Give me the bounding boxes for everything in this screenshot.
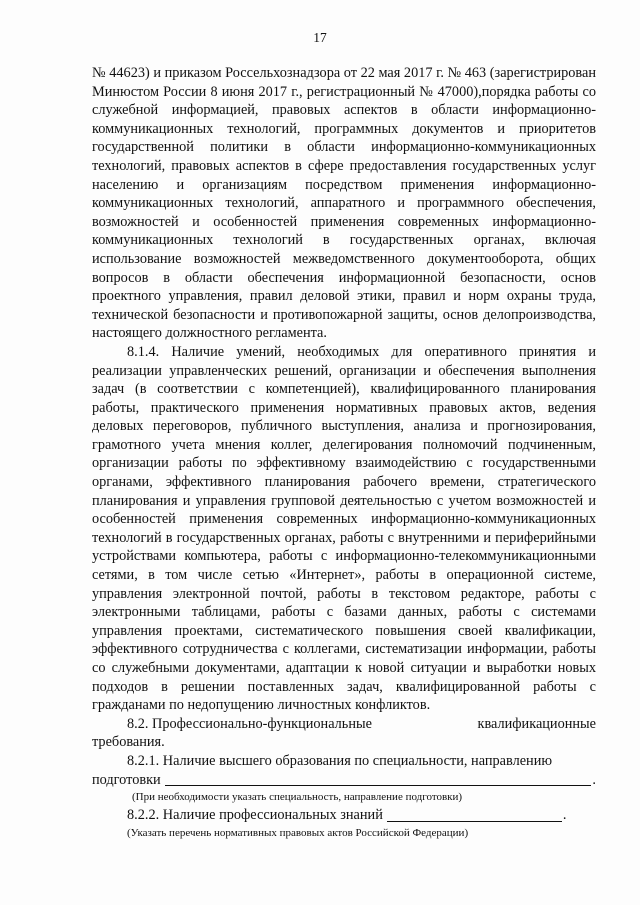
document-body: [92, 64, 596, 842]
knowledge-caption: (Указать перечень нормативных правовых актов Российской Федерации): [127, 826, 469, 839]
education-caption: (При необходимости указать специальность, направление подготовки): [132, 791, 463, 804]
item-8-2-2-line: [92, 806, 596, 825]
knowledge-blank-line: [387, 807, 562, 822]
item-8-2-1-line2: [92, 771, 596, 790]
item-8-2-1-line1: 8.2.1. Наличие высшего образования по специальности, направлению: [127, 752, 553, 769]
item-8-2-2-label: 8.2.2. Наличие профессиональных знаний: [127, 807, 383, 824]
section-8-2-heading-cont: требования.: [92, 734, 165, 751]
education-blank-line: [165, 771, 592, 786]
section-8-2-heading: [92, 715, 596, 734]
paragraph-8-1-4-skills: 8.1.4. Наличие умений, необходимых для оперативного принятия и реализации управленческих решений, организации и обеспечения выполнения задач (в соответствии с компетенцией), квалифицированного планирования работы, практического применения нормативных правовых актов, ведения деловых переговоров, публичного выступления, анализа и прогнозирования, грамотного учета мнения коллег, делегирования полномочий подчиненным, организации работы по эффективному взаимодействию с государственными органами, эффективного планирования рабочего времени, стратегического планирования и управления групповой деятельностью с учетом возможностей и особенностей применения современных информационно-коммуникационных технологий в государственных органах, работы с внутренними и периферийными устройствами компьютера, работы с информационно-телекоммуникационными сетями, в том числе сетью «Интернет», работы в операционной системе, управления электронной почтой, работы в текстовом редакторе, работы с электронными таблицами, работы с базами данных, работы с системами управления проектами, систематического повышения своей квалификации, эффективного сотрудничества с коллегами, систематизации информации, работы со служебными документами, адаптации к новой ситуации и выработки новых подходов в решении поставленных задач, квалифицированной работы с гражданами по недопущению личностных конфликтов.: [92, 343, 596, 714]
section-8-2-heading-left: 8.2. Профессионально-функциональные: [127, 715, 372, 732]
item-8-2-1-period: .: [592, 771, 596, 788]
item-8-2-2-period: .: [562, 807, 567, 824]
item-8-2-1-label: подготовки: [92, 771, 161, 788]
paragraph-knowledge-list: № 44623) и приказом Россельхознадзора от 22 мая 2017 г. № 463 (зарегистрирован Минюстом России 8 июня 2017 г., регистрационный № 47000),порядка работы со служебной информацией, правовых аспектов в области информационно-коммуникационных технологий, программных документов и приоритетов государственной политики в области информационно-коммуникационных технологий, правовых аспектов в сфере предоставления государственных услуг населению и организациям посредством применения информационно-коммуникационных технологий, аппаратного и программного обеспечения, возможностей и особенностей применения современных информационно-коммуникационных технологий в государственных органах, включая использование возможностей межведомственного документооборота, общих вопросов в области обеспечения информационной безопасности, основ проектного управления, правил деловой этики, правил и норм охраны труда, технической безопасности и противопожарной защиты, основ делопроизводства, настоящего должностного регламента.: [92, 65, 596, 342]
page-number: 17: [313, 30, 327, 45]
section-8-2-heading-right: квалификационные: [477, 715, 596, 732]
